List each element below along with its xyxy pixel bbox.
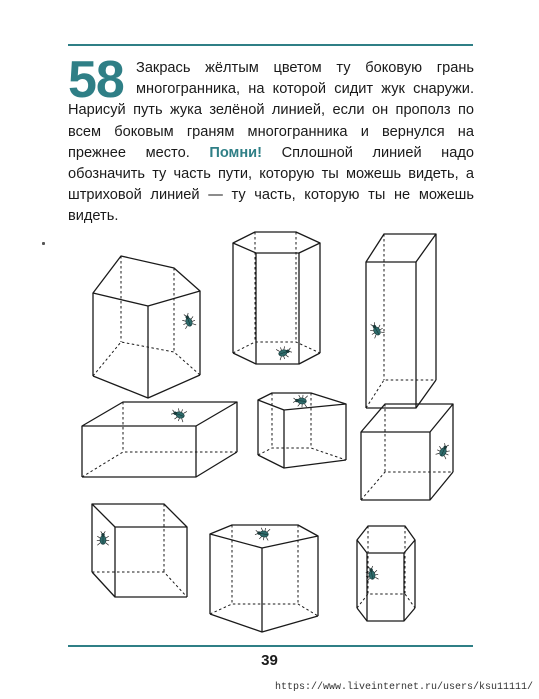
figure-hexagonal-prism-1 <box>233 232 320 364</box>
beetle-icon <box>180 312 196 329</box>
beetle-icon <box>170 406 187 422</box>
beetle-icon <box>276 344 293 360</box>
reminder-label: Помни! <box>209 144 262 161</box>
figure-hexagonal-prism-2 <box>357 526 415 621</box>
bottom-divider <box>68 645 473 647</box>
figure-pentagonal-prism-1 <box>93 256 200 398</box>
beetle-icon <box>97 531 109 545</box>
figure-pentagonal-prism-3 <box>210 525 318 632</box>
task-number: 58 <box>68 51 124 109</box>
beetle-icon <box>435 441 452 459</box>
figure-pentagonal-prism-2 <box>258 393 346 468</box>
beetle-icon <box>367 320 385 338</box>
figure-cube-1 <box>361 404 453 500</box>
beetle-icon <box>254 526 270 541</box>
beetle-icon <box>293 394 308 408</box>
watermark-url: https://www.liveinternet.ru/users/ksu11111/ <box>274 682 533 693</box>
figure-flat-box <box>82 402 237 477</box>
figure-cube-2 <box>92 504 187 597</box>
task-text-part1: Закрась жёлтым цветом ту боковую грань многогранника, на которой сидит жук снаружи. Нарисуй путь жука зелёной линией, если он прополз по всем боковым граням многогранника и вернулся на прежнее место. <box>68 60 474 161</box>
page-number: 39 <box>261 652 278 669</box>
figure-quadrangular-prism-1 <box>366 234 436 408</box>
task-text-part2: Сплошной линией надо обозначить ту часть пути, которую ты можешь видеть, а штриховой линией — ту часть, которую ты не можешь видеть. <box>68 144 474 225</box>
